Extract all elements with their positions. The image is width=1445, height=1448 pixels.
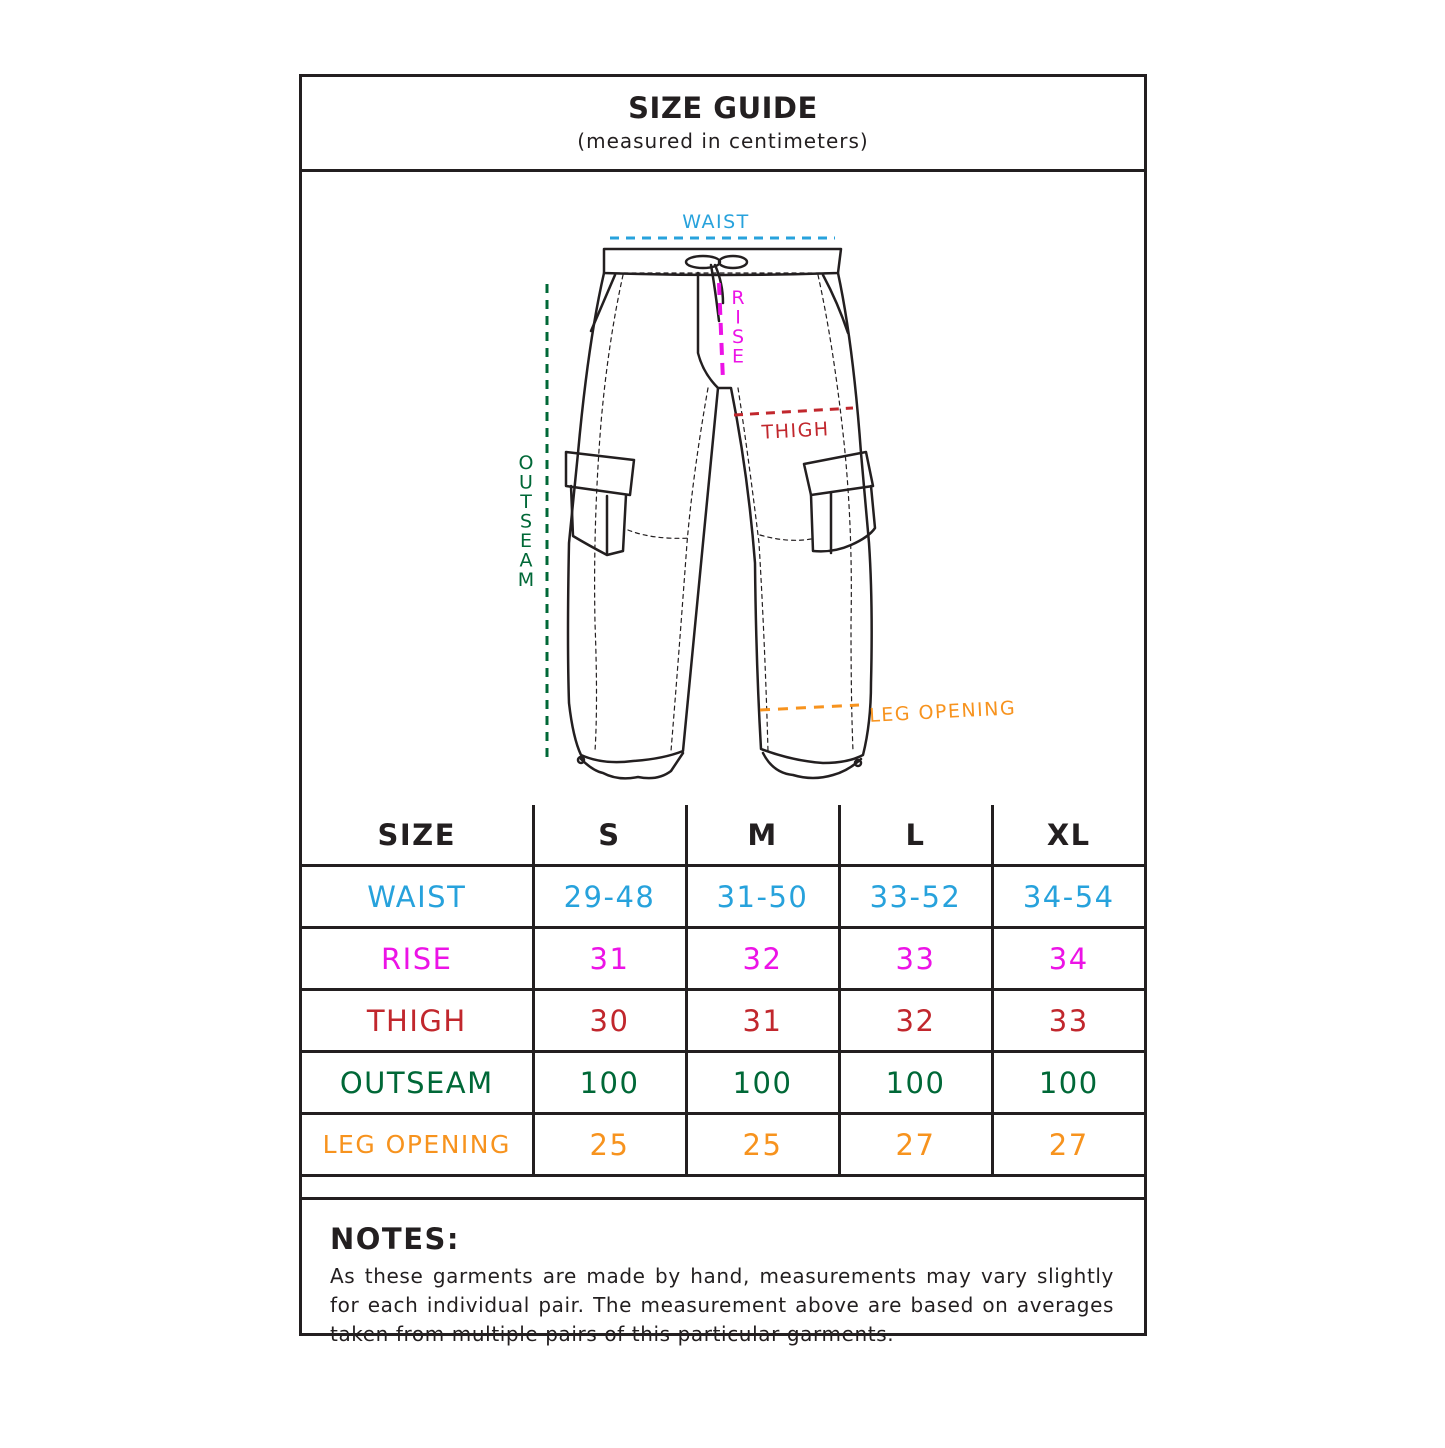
- table-cell: 27: [992, 1114, 1144, 1176]
- rise-label: R I S E: [731, 287, 745, 368]
- table-cell: 31-50: [686, 866, 839, 928]
- table-cell: 27: [839, 1114, 992, 1176]
- table-cell: 33: [839, 928, 992, 990]
- table-cell: 100: [992, 1052, 1144, 1114]
- table-row-outseam: [302, 1052, 1144, 1114]
- row-label: WAIST: [302, 866, 533, 928]
- waist-label: WAIST: [682, 211, 750, 233]
- table-row-leg-opening: [302, 1114, 1144, 1176]
- row-label: THIGH: [302, 990, 533, 1052]
- notes-text: As these garments are made by hand, measurements may vary slightly for each individual pair. The measurement above are based on averages taken from multiple pairs of this particular garments.: [330, 1264, 1114, 1346]
- table-cell: 31: [686, 990, 839, 1052]
- size-header-cell: L: [839, 805, 992, 866]
- size-guide-card: [299, 74, 1147, 1346]
- row-label: RISE: [302, 928, 533, 990]
- pants-diagram: [302, 172, 1144, 804]
- table-cell: 30: [533, 990, 686, 1052]
- size-header-cell: XL: [992, 805, 1144, 866]
- table-cell: 100: [533, 1052, 686, 1114]
- thigh-label: THIGH: [761, 418, 831, 444]
- leg-opening-measure-line: [760, 705, 859, 710]
- thigh-measure-line: [734, 408, 853, 415]
- notes-title: NOTES:: [330, 1222, 460, 1256]
- page-subtitle: (measured in centimeters): [577, 129, 869, 153]
- size-header-cell: SIZE: [302, 805, 533, 866]
- table-cell: 33: [992, 990, 1144, 1052]
- table-cell: 25: [533, 1114, 686, 1176]
- size-header-cell: S: [533, 805, 686, 866]
- leg-opening-label: LEG OPENING: [868, 697, 1017, 727]
- table-row-rise: [302, 928, 1144, 990]
- row-label: OUTSEAM: [302, 1052, 533, 1114]
- table-cell: 31: [533, 928, 686, 990]
- table-cell: 34-54: [992, 866, 1144, 928]
- notes-section: [302, 1197, 1144, 1346]
- table-cell: 25: [686, 1114, 839, 1176]
- row-label: LEG OPENING: [302, 1114, 533, 1176]
- size-table: [302, 805, 1144, 1177]
- table-cell: 32: [839, 990, 992, 1052]
- page-title: SIZE GUIDE: [628, 91, 818, 125]
- table-cell: 29-48: [533, 866, 686, 928]
- table-row-thigh: [302, 990, 1144, 1052]
- size-header-cell: M: [686, 805, 839, 866]
- table-cell: 100: [839, 1052, 992, 1114]
- table-cell: 33-52: [839, 866, 992, 928]
- table-row-waist: [302, 866, 1144, 928]
- table-cell: 32: [686, 928, 839, 990]
- size-table-header-row: [302, 805, 1144, 866]
- table-cell: 34: [992, 928, 1144, 990]
- outseam-label: O U T S E A M: [517, 452, 535, 591]
- table-cell: 100: [686, 1052, 839, 1114]
